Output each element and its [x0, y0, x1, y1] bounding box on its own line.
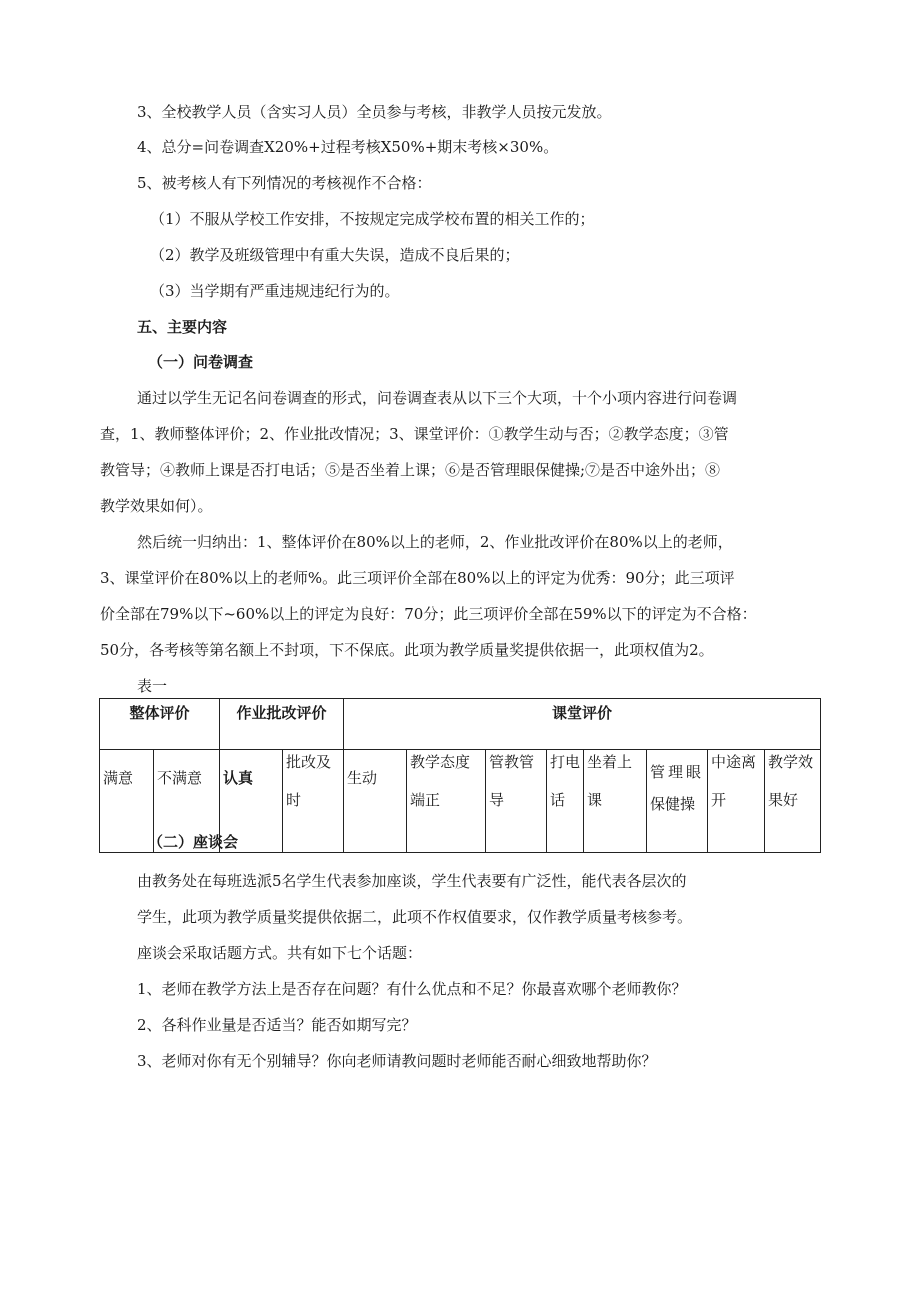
condition-2: （2）教学及班级管理中有重大失误，造成不良后果的；: [150, 246, 520, 264]
paragraph-1-line-4: 教学效果如何）。: [100, 497, 213, 515]
cell-timely-grading: [283, 750, 344, 853]
cell-text: 端正: [410, 791, 441, 809]
cell-text: 导: [489, 791, 505, 809]
topic-2: 2、各科作业量是否适当？能否如期写完？: [137, 1016, 417, 1034]
cell-text: 管理眼: [650, 763, 705, 781]
cell-satisfied: 满意: [100, 750, 154, 853]
paragraph-3-line-2: 学生，此项为教学质量奖提供依据二，此项不作权值要求，仅作教学质量考核参考。: [137, 908, 693, 926]
topic-1: 1、老师在教学方法上是否存在问题？有什么优点和不足？你最喜欢哪个老师教你？: [137, 980, 687, 998]
cell-leaving-midway: [708, 750, 765, 853]
paragraph-3-line-1: 由教务处在每班选派5名学生代表参加座谈，学生代表要有广泛性，能代表各层次的: [137, 872, 687, 890]
paragraph-4: 座谈会采取话题方式。共有如下七个话题：: [137, 944, 423, 962]
cell-sitting: [584, 750, 647, 853]
header-classroom: 课堂评价: [344, 699, 821, 750]
cell-careful: 认真: [220, 750, 283, 853]
paragraph-2-line-3: 价全部在79%以下~60%以上的评定为良好：70分；此三项评价全部在59%以下的评定为不合格：: [100, 605, 757, 623]
cell-discipline: [486, 750, 547, 853]
cell-attitude: [407, 750, 486, 853]
cell-teaching-effect: [765, 750, 821, 853]
condition-1: （1）不服从学校工作安排，不按规定完成学校布置的相关工作的；: [150, 210, 595, 228]
subsection-heading-1: （一）问卷调查: [148, 353, 254, 371]
cell-phone-calls: [547, 750, 584, 853]
subsection-heading-2: （二）座谈会: [148, 833, 239, 851]
cell-text: 批改及: [286, 753, 332, 771]
cell-text: 教学效: [768, 753, 814, 771]
paragraph-2-line-4: 50分，各考核等第名额上不封项，下不保底。此项为教学质量奖提供依据一，此项权值为2。: [100, 641, 714, 659]
cell-text: 时: [286, 791, 302, 809]
header-overall: 整体评价: [100, 699, 220, 750]
paragraph-2-line-1: 然后统一归纳出：1、整体评价在80%以上的老师，2、作业批改评价在80%以上的老师，: [137, 533, 733, 551]
cell-text: 话: [550, 791, 566, 809]
cell-unsatisfied: 不满意: [154, 750, 220, 853]
condition-3: （3）当学期有严重违规违纪行为的。: [150, 282, 400, 300]
evaluation-table: [99, 698, 821, 853]
section-heading-5: 五、主要内容: [137, 318, 228, 336]
cell-text: 课: [587, 791, 603, 809]
cell-text: 坐着上: [587, 753, 633, 771]
cell-lively: 生动: [344, 750, 407, 853]
paragraph-1-line-2: 查，1、教师整体评价；2、作业批改情况；3、课堂评价：①教学生动与否；②教学态度；③管: [100, 425, 729, 443]
cell-text: 果好: [768, 791, 799, 809]
cell-text: 保健操: [650, 795, 696, 813]
cell-text: 打电: [550, 753, 581, 771]
cell-eye-exercises: [647, 750, 708, 853]
cell-text: 中途离: [711, 753, 757, 771]
topic-3: 3、老师对你有无个别辅导？你向老师请教问题时老师能否耐心细致地帮助你？: [137, 1052, 657, 1070]
paragraph-2-line-2: 3、课堂评价在80%以上的老师%。此三项评价全部在80%以上的评定为优秀：90分；此三项评: [100, 569, 735, 587]
cell-text: 教学态度: [410, 753, 471, 771]
rule-item-3: 3、全校教学人员（含实习人员）全员参与考核，非教学人员按元发放。: [137, 103, 612, 121]
rule-item-4: 4、总分=问卷调查X20%+过程考核X50%+期末考核×30%。: [137, 138, 559, 156]
paragraph-1-line-3: 教管导；④教师上课是否打电话；⑤是否坐着上课；⑥是否管理眼保健操;⑦是否中途外出；⑧: [100, 461, 721, 479]
paragraph-1-line-1: 通过以学生无记名问卷调查的形式，问卷调查表从以下三个大项，十个小项内容进行问卷调: [137, 389, 738, 407]
cell-text: 开: [711, 791, 727, 809]
header-homework: 作业批改评价: [220, 699, 344, 750]
table-caption: 表一: [137, 677, 168, 695]
rule-item-5: 5、被考核人有下列情况的考核视作不合格：: [137, 174, 432, 192]
cell-text: 管教管: [489, 753, 535, 771]
